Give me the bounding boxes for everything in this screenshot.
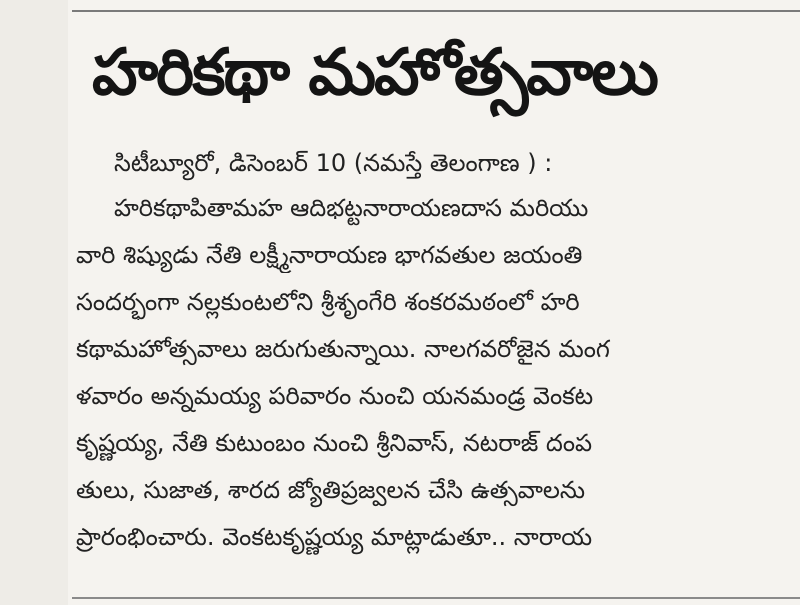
article-line: ళవారం అన్నమయ్య పరివారం నుంచి యనమండ్ర వెంకట: [76, 382, 594, 410]
article-dateline: సిటీబ్యూరో, డిసెంబర్ 10 (నమస్తే తెలంగాణ ) :: [114, 149, 553, 177]
article-line: సందర్భంగా నల్లకుంటలోని శ్రీశృంగేరి శంకరమఠంలో హరి: [76, 288, 580, 316]
margin-strip: [0, 0, 68, 605]
article-line: తులు, సుజాత, శారద జ్యోతిప్రజ్వలన చేసి ఉత్సవాలను: [76, 476, 586, 504]
article-line: హరికథాపితామహ ఆదిభట్టనారాయణదాస మరియు: [114, 194, 589, 222]
article-headline: హరికథా మహోత్సవాలు: [92, 36, 657, 110]
article-line: ప్రారంభించారు. వెంకటకృష్ణయ్య మాట్లాడుతూ.. నారాయ: [76, 523, 593, 551]
bottom-rule: [72, 597, 800, 599]
article-line: కృష్ణయ్య, నేతి కుటుంబం నుంచి శ్రీనివాస్, నటరాజ్ దంప: [76, 429, 593, 457]
top-rule: [72, 10, 800, 12]
article-line: కథామహోత్సవాలు జరుగుతున్నాయి. నాలగవరోజైన మంగ: [76, 335, 610, 363]
article-line: వారి శిష్యుడు నేతి లక్ష్మీనారాయణ భాగవతుల జయంతి: [76, 241, 583, 269]
